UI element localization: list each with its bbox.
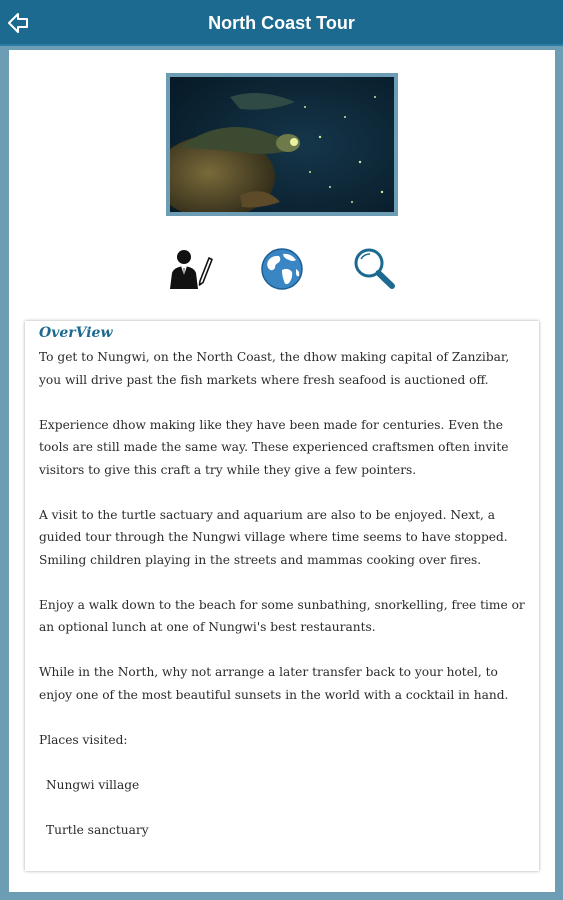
guide-button[interactable] xyxy=(166,245,214,293)
tour-photo xyxy=(166,73,398,216)
globe-icon xyxy=(258,245,306,293)
place-item: Turtle sanctuary xyxy=(46,822,149,837)
place-item: Nungwi village xyxy=(46,777,140,792)
page-title: North Coast Tour xyxy=(208,13,355,33)
overview-paragraph: Experience dhow making like they have been made for centuries. Even the tools are still made the same way. These experienced craftsmen often invite visitors to give this craft a try while they give a few pointers. xyxy=(39,417,509,477)
overview-paragraph: A visit to the turtle sactuary and aquarium are also to be enjoyed. Next, a guided tour through the Nungwi village where time seems to have stopped. Smiling children playing in the streets and mammas cooking over fires. xyxy=(39,507,508,567)
overview-heading: OverView xyxy=(39,325,113,341)
overview-paragraph: Enjoy a walk down to the beach for some sunbathing, snorkelling, free time or an optional lunch at one of Nungwi's best restaurants. xyxy=(39,597,525,634)
tour-guide-icon xyxy=(166,245,214,293)
places-label: Places visited: xyxy=(39,732,128,747)
magnifier-icon xyxy=(350,245,398,293)
overview-text[interactable] xyxy=(39,346,531,864)
search-button[interactable] xyxy=(350,245,398,293)
overview-paragraph: While in the North, why not arrange a later transfer back to your hotel, to enjoy one of the most beautiful sunsets in the world with a cocktail in hand. xyxy=(39,665,509,702)
map-button[interactable] xyxy=(258,245,306,293)
overview-card xyxy=(25,321,539,871)
overview-paragraph: To get to Nungwi, on the North Coast, the dhow making capital of Zanzibar, you will drive past the fish markets where fresh seafood is auctioned off. xyxy=(39,350,510,387)
app-bar xyxy=(0,0,563,46)
content-panel xyxy=(9,50,555,892)
